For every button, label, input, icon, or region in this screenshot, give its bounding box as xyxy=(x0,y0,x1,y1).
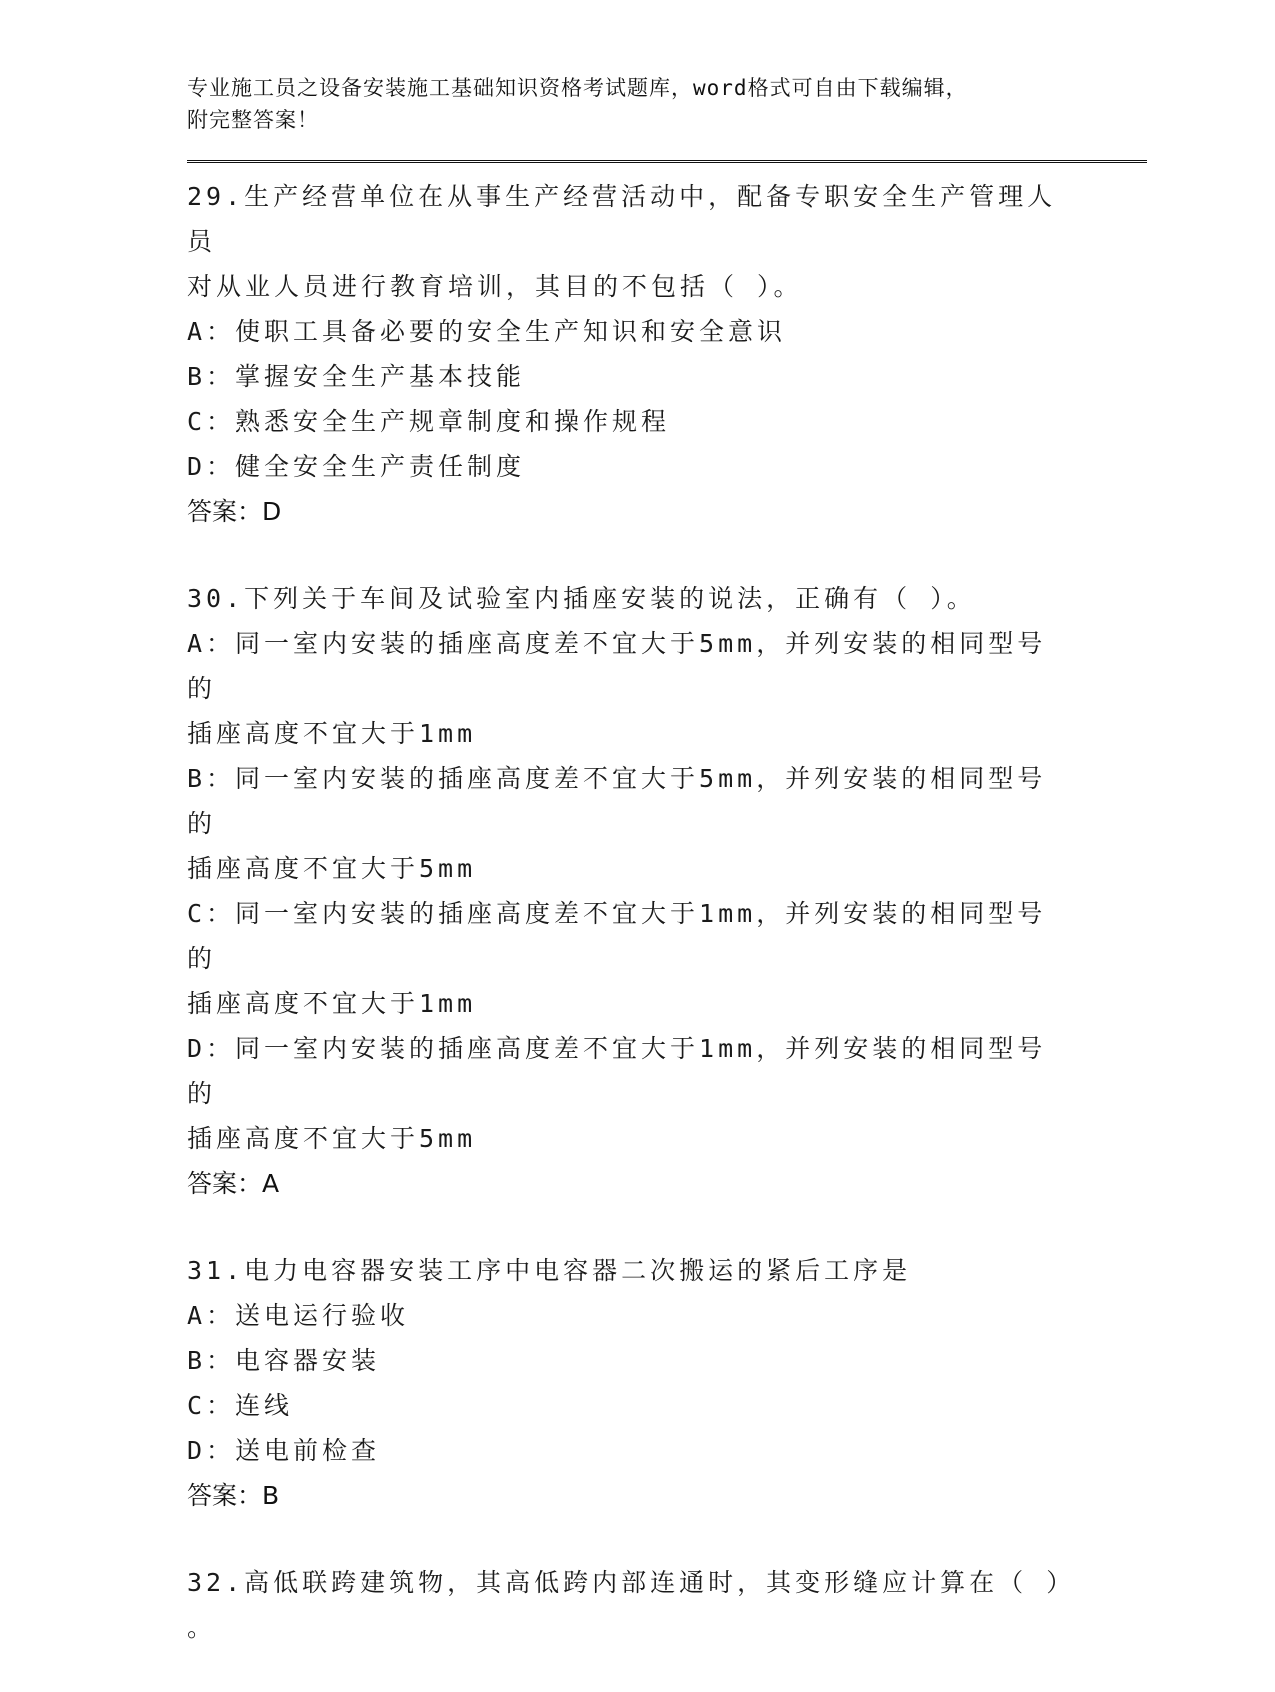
option-a: A：同一室内安装的插座高度差不宜大于5mm，并列安装的相同型号的 xyxy=(187,629,1047,703)
question-list xyxy=(187,174,1147,1650)
option-b: B：同一室内安装的插座高度差不宜大于5mm，并列安装的相同型号的 xyxy=(187,764,1047,838)
option-c: C：连线 xyxy=(187,1391,294,1420)
option-d-continued: 插座高度不宜大于5mm xyxy=(187,1124,477,1153)
option-c: C：同一室内安装的插座高度差不宜大于1mm，并列安装的相同型号的 xyxy=(187,899,1047,973)
document-header xyxy=(187,72,1147,136)
option-c: C：熟悉安全生产规章制度和操作规程 xyxy=(187,407,671,436)
option-a-continued: 插座高度不宜大于1mm xyxy=(187,719,477,748)
header-line-2: 附完整答案！ xyxy=(187,108,319,132)
question-stem-line: 32.高低联跨建筑物，其高低跨内部连通时，其变形缝应计算在（ ） xyxy=(187,1568,1076,1597)
option-b-continued: 插座高度不宜大于5mm xyxy=(187,854,477,883)
question-31 xyxy=(187,1248,1147,1518)
answer-line: 答案：D xyxy=(187,497,282,526)
question-stem-line: 29.生产经营单位在从事生产经营活动中，配备专职安全生产管理人员 xyxy=(187,182,1057,256)
option-a: A：送电运行验收 xyxy=(187,1301,410,1330)
option-b: B：电容器安装 xyxy=(187,1346,381,1375)
answer-line: 答案：A xyxy=(187,1169,280,1198)
header-divider xyxy=(187,160,1147,166)
answer-line: 答案：B xyxy=(187,1481,280,1510)
question-stem-line: 对从业人员进行教育培训，其目的不包括（ ）。 xyxy=(187,272,803,301)
option-a: A：使职工具备必要的安全生产知识和安全意识 xyxy=(187,317,787,346)
option-d: D：送电前检查 xyxy=(187,1436,381,1465)
question-32 xyxy=(187,1560,1147,1650)
question-29 xyxy=(187,174,1147,534)
document-page xyxy=(187,72,1147,1692)
question-stem-line: 31.电力电容器安装工序中电容器二次搬运的紧后工序是 xyxy=(187,1256,912,1285)
option-d: D：健全安全生产责任制度 xyxy=(187,452,526,481)
option-d: D：同一室内安装的插座高度差不宜大于1mm，并列安装的相同型号的 xyxy=(187,1034,1047,1108)
question-stem-line: 30.下列关于车间及试验室内插座安装的说法，正确有（ ）。 xyxy=(187,584,976,613)
question-30 xyxy=(187,576,1147,1206)
header-line-1: 专业施工员之设备安装施工基础知识资格考试题库，word格式可自由下载编辑， xyxy=(187,76,968,100)
question-stem-line: 。 xyxy=(187,1613,217,1642)
option-c-continued: 插座高度不宜大于1mm xyxy=(187,989,477,1018)
option-b: B：掌握安全生产基本技能 xyxy=(187,362,526,391)
